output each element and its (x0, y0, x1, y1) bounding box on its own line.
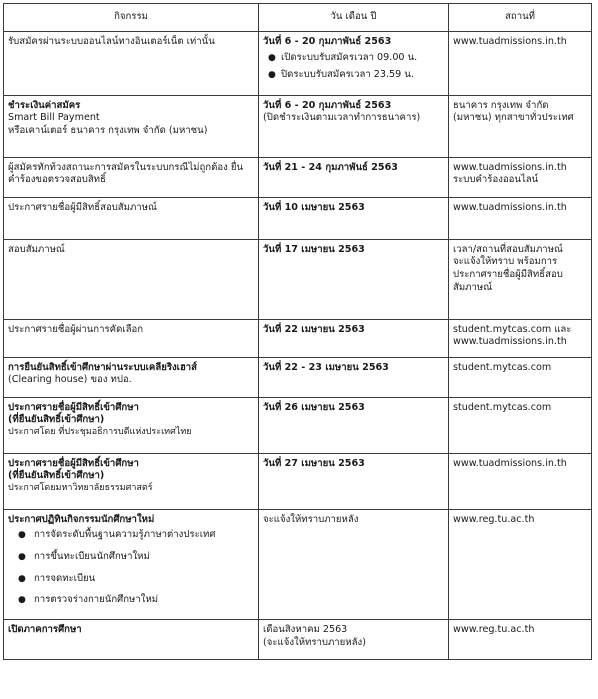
bullet-icon: ● (18, 551, 26, 562)
date-text: วันที่ 22 เมษายน 2563 (263, 323, 365, 335)
date-cell (259, 157, 449, 197)
table-row (4, 197, 592, 239)
date-bullet-list (263, 52, 444, 81)
date-line: เดือนสิงหาคม 2563 (263, 623, 348, 635)
bullet-text: การจดทะเบียน (34, 572, 96, 584)
activity-line: (Clearing house) ของ ทปอ. (8, 374, 132, 386)
table-row (4, 157, 592, 197)
activity-cell (4, 619, 259, 659)
activity-line: Smart Bill Payment (8, 112, 100, 124)
date-cell (259, 95, 449, 157)
list-item (18, 550, 254, 564)
activity-cell (4, 239, 259, 319)
table-header-row (4, 4, 592, 32)
location-cell (449, 619, 592, 659)
activity-cell (4, 157, 259, 197)
date-cell (259, 509, 449, 619)
activity-note: ประกาศโดยมหาวิทยาลัยธรรมศาสตร์ (8, 482, 153, 493)
date-text: วันที่ 6 - 20 กุมภาพันธ์ 2563 (263, 99, 392, 111)
date-text: จะแจ้งให้ทราบภายหลัง (263, 513, 359, 525)
date-text: วันที่ 6 - 20 กุมภาพันธ์ 2563 (263, 35, 392, 47)
activity-line: ประกาศรายชื่อผู้มีสิทธิ์เข้าศึกษา (8, 401, 139, 413)
table-row (4, 95, 592, 157)
location-cell (449, 197, 592, 239)
activity-cell (4, 197, 259, 239)
header-activity: กิจกรรม (4, 4, 259, 32)
activity-cell (4, 357, 259, 397)
location-text: student.mytcas.com (453, 361, 552, 373)
location-line: www.tuadmissions.in.th (453, 336, 567, 348)
date-cell (259, 357, 449, 397)
location-cell (449, 397, 592, 453)
activity-text: สอบสัมภาษณ์ (8, 243, 65, 255)
activity-cell (4, 31, 259, 95)
date-text: วันที่ 17 เมษายน 2563 (263, 243, 365, 255)
date-note: (ปิดชำระเงินตามเวลาทำการธนาคาร) (263, 112, 421, 124)
activity-cell (4, 95, 259, 157)
bullet-icon: ● (268, 53, 276, 64)
date-text: วันที่ 10 เมษายน 2563 (263, 201, 365, 213)
activity-cell (4, 509, 259, 619)
activity-text: เปิดภาคการศึกษา (8, 623, 82, 635)
date-cell (259, 31, 449, 95)
bullet-text: การจัดระดับพื้นฐานความรู้ภาษาต่างประเทศ (34, 529, 216, 541)
activity-note: ประกาศโดย ที่ประชุมอธิการบดีแห่งประเทศไทย (8, 426, 192, 437)
location-cell (449, 453, 592, 509)
location-text: www.tuadmissions.in.th (453, 457, 567, 469)
table-row (4, 357, 592, 397)
location-text: www.tuadmissions.in.th (453, 201, 567, 213)
activity-line: (ที่ยืนยันสิทธิ์เข้าศึกษา) (8, 470, 105, 482)
activity-text: ประกาศปฏิทินกิจกรรมนักศึกษาใหม่ (8, 513, 155, 525)
list-item (18, 594, 254, 607)
list-item (268, 52, 444, 65)
location-text: www.reg.tu.ac.th (453, 513, 535, 525)
bullet-text: เปิดระบบรับสมัครเวลา 09.00 น. (281, 52, 418, 64)
date-cell (259, 619, 449, 659)
list-item (268, 68, 444, 82)
activity-line: ประกาศรายชื่อผู้มีสิทธิ์เข้าศึกษา (8, 457, 139, 469)
activity-text: รับสมัครผ่านระบบออนไลน์ทางอินเตอร์เน็ต เท่านั้น (8, 35, 215, 47)
activity-text: ประกาศรายชื่อผู้ผ่านการคัดเลือก (8, 323, 144, 335)
header-location: สถานที่ (449, 4, 592, 32)
activity-text: ประกาศรายชื่อผู้มีสิทธิ์สอบสัมภาษณ์ (8, 201, 157, 213)
table-row (4, 31, 592, 95)
bullet-text: การขึ้นทะเบียนนักศึกษาใหม่ (34, 550, 150, 562)
location-cell (449, 31, 592, 95)
location-text: www.tuadmissions.in.th (453, 35, 567, 47)
location-cell (449, 357, 592, 397)
date-line: (จะแจ้งให้ทราบภายหลัง) (263, 636, 366, 648)
location-text: student.mytcas.com (453, 401, 552, 413)
bullet-text: ปิดระบบรับสมัครเวลา 23.59 น. (281, 68, 414, 80)
activity-cell (4, 397, 259, 453)
table-row (4, 239, 592, 319)
location-cell (449, 319, 592, 357)
table-row (4, 397, 592, 453)
location-text: www.tuadmissions.in.th ระบบคำร้องออนไลน์ (453, 161, 567, 186)
location-line: student.mytcas.com และ (453, 323, 572, 335)
table-row (4, 319, 592, 357)
location-text: เวลา/สถานที่สอบสัมภาษณ์ จะแจ้งให้ทราบ พร้อมการประกาศรายชื่อผู้มีสิทธิ์สอบสัมภาษณ์ (453, 243, 563, 293)
header-date: วัน เดือน ปี (259, 4, 449, 32)
location-text: ธนาคาร กรุงเทพ จำกัด (มหาชน) ทุกสาขาทั่วประเทศ (453, 99, 574, 124)
bullet-text: การตรวจร่างกายนักศึกษาใหม่ (34, 594, 159, 606)
location-cell (449, 509, 592, 619)
admission-schedule-table (3, 3, 592, 660)
date-cell (259, 239, 449, 319)
bullet-icon: ● (268, 69, 276, 80)
location-cell (449, 239, 592, 319)
table-row (4, 509, 592, 619)
list-item (18, 572, 254, 586)
date-cell (259, 397, 449, 453)
date-text: วันที่ 27 เมษายน 2563 (263, 457, 365, 469)
location-cell (449, 157, 592, 197)
date-text: วันที่ 26 เมษายน 2563 (263, 401, 365, 413)
bullet-icon: ● (18, 530, 26, 541)
table-row (4, 453, 592, 509)
date-cell (259, 197, 449, 239)
location-cell (449, 95, 592, 157)
table-row (4, 619, 592, 659)
activity-text: ผู้สมัครทักท้วงสถานะการสมัครในระบบกรณีไม่ถูกต้อง ยื่นคำร้องขอตรวจสอบสิทธิ์ (8, 161, 244, 186)
activity-line: (ที่ยืนยันสิทธิ์เข้าศึกษา) (8, 414, 105, 426)
activity-line: หรือเคาน์เตอร์ ธนาคาร กรุงเทพ จำกัด (มหาชน) (8, 124, 208, 136)
date-cell (259, 319, 449, 357)
activity-cell (4, 319, 259, 357)
activity-line: การยืนยันสิทธิ์เข้าศึกษาผ่านระบบเคลียริงเฮาส์ (8, 361, 198, 373)
date-text: วันที่ 22 - 23 เมษายน 2563 (263, 361, 389, 373)
location-text: www.reg.tu.ac.th (453, 623, 535, 635)
activity-bullet-list (8, 529, 254, 607)
activity-cell (4, 453, 259, 509)
bullet-icon: ● (18, 595, 26, 606)
date-cell (259, 453, 449, 509)
activity-title: ชำระเงินค่าสมัคร (8, 99, 81, 111)
list-item (18, 529, 254, 542)
date-text: วันที่ 21 - 24 กุมภาพันธ์ 2563 (263, 161, 398, 173)
bullet-icon: ● (18, 573, 26, 584)
